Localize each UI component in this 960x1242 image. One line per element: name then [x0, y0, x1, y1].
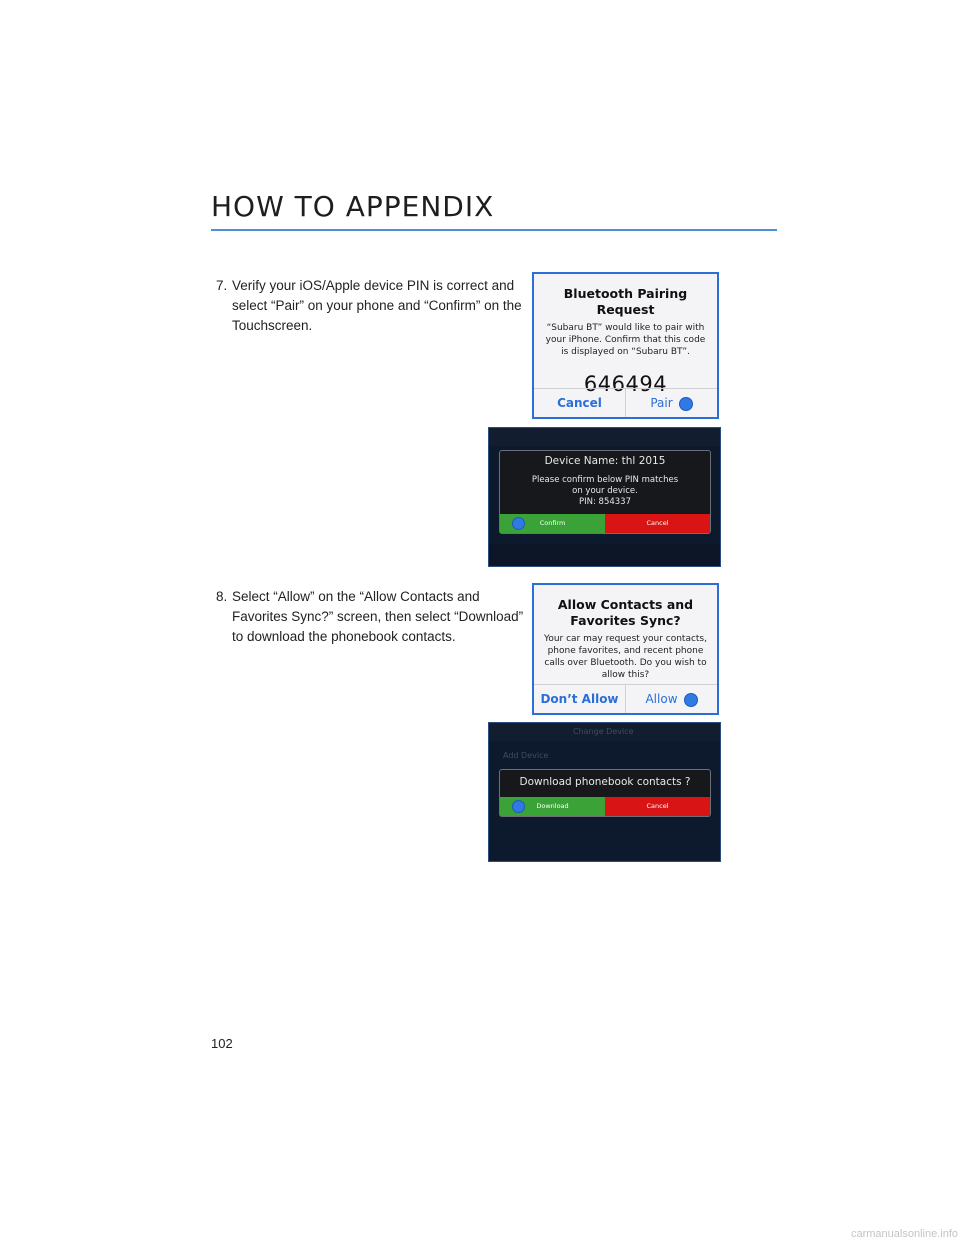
allow-button[interactable]	[626, 685, 717, 713]
confirm-button[interactable]	[500, 514, 605, 533]
popup-buttons	[500, 797, 710, 816]
allow-label: Allow	[645, 692, 678, 706]
page-number: 102	[211, 1036, 233, 1051]
tap-indicator-icon	[512, 517, 525, 530]
cancel-label: Cancel	[557, 396, 602, 410]
dialog-title	[534, 597, 717, 629]
confirm-label: Confirm	[539, 519, 566, 527]
head-unit-download-screen	[488, 722, 721, 862]
step-text: Select “Allow” on the “Allow Contacts and Favorites Sync?” screen, then select “Download” to download the phonebook contacts.	[232, 589, 524, 644]
page-title: HOW TO APPENDIX	[211, 190, 495, 223]
step-7	[216, 276, 526, 336]
bottom-nav-bar	[489, 544, 720, 566]
download-button[interactable]	[500, 797, 605, 816]
cancel-button[interactable]	[534, 389, 626, 417]
ios-pairing-dialog	[532, 272, 719, 419]
pin-confirm-popup	[499, 450, 711, 534]
dialog-title: Bluetooth Pairing Request	[563, 286, 688, 317]
cancel-label: Cancel	[646, 519, 669, 527]
cancel-label: Cancel	[646, 802, 669, 810]
dialog-buttons	[534, 684, 717, 713]
cancel-button[interactable]	[605, 797, 710, 816]
title-bar	[489, 723, 720, 741]
pair-label: Pair	[650, 396, 673, 410]
title-rule	[211, 229, 777, 231]
head-unit-pairing-screen	[488, 427, 721, 567]
watermark: carmanualsonline.info	[850, 1228, 958, 1240]
download-label: Download	[536, 802, 569, 810]
popup-prompt: Download phonebook contacts ?	[519, 776, 691, 788]
message-line: on your device.	[572, 486, 638, 496]
ios-contacts-dialog	[532, 583, 719, 715]
pair-button[interactable]	[626, 389, 717, 417]
dont-allow-button[interactable]	[534, 685, 626, 713]
add-device-item: Add Device	[503, 751, 549, 760]
dialog-message: “Subaru BT” would like to pair with your iPhone. Confirm that this code is displayed on “Subaru BT”.	[545, 323, 706, 357]
dont-allow-label: Don’t Allow	[540, 692, 619, 706]
tap-indicator-icon	[684, 693, 698, 707]
status-bar	[489, 428, 720, 446]
dialog-message: Your car may request your contacts, phone favorites, and recent phone calls over Bluetooth. Do you wish to allow this?	[544, 634, 707, 680]
screen-title: Change Device	[573, 727, 634, 736]
step-number: 7.	[216, 278, 228, 293]
step-8	[216, 587, 526, 647]
cancel-button[interactable]	[605, 514, 710, 533]
dialog-buttons	[534, 388, 717, 417]
device-name: Device Name: thl 2015	[544, 455, 666, 467]
title-line: Favorites Sync?	[570, 613, 681, 628]
tap-indicator-icon	[512, 800, 525, 813]
message-line: Please confirm below PIN matches	[531, 475, 679, 485]
popup-buttons	[500, 514, 710, 533]
popup-message	[500, 475, 710, 508]
download-popup	[499, 769, 711, 817]
step-text: Verify your iOS/Apple device PIN is correct and select “Pair” on your phone and “Confirm” on the Touchscreen.	[232, 278, 522, 333]
pin-line: PIN: 854337	[578, 497, 631, 507]
tap-indicator-icon	[679, 397, 693, 411]
step-number: 8.	[216, 589, 228, 604]
title-line: Allow Contacts and	[557, 597, 694, 612]
pairing-pin: 646494	[583, 372, 668, 396]
